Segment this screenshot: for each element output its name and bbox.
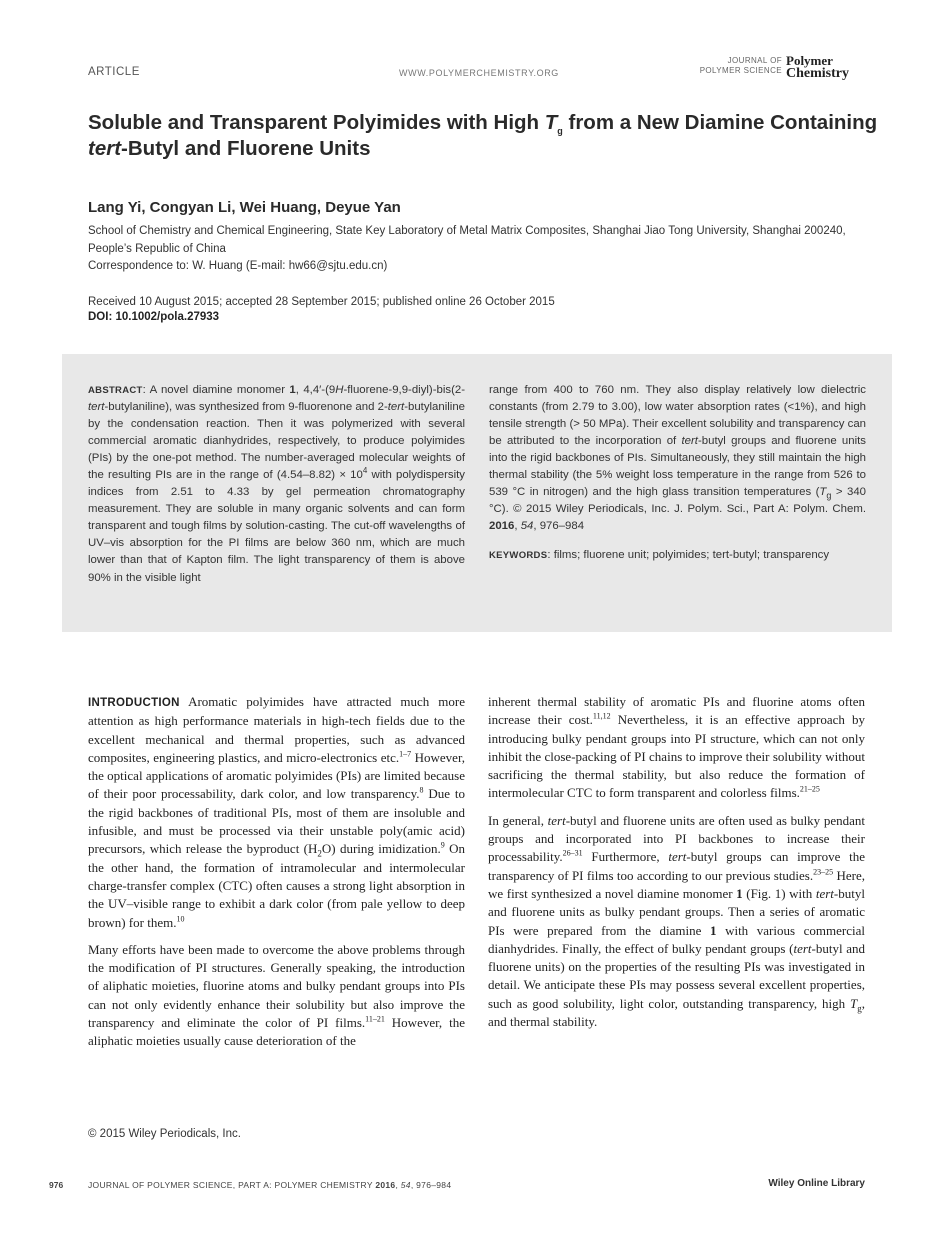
- abstract-text: range from 400 to 760 nm. They also display relatively low dielectric constants (from 2.79 to 3.00), low water absorption rates (<1%), and high tensile strength (> 50 MPa). Their excellent solubility and transparency can be attributed to the incorporation of: [489, 384, 866, 448]
- title-text: from a New Diamine Containing: [562, 111, 878, 134]
- received-dates: Received 10 August 2015; accepted 28 September 2015; published online 26 October 2015: [88, 296, 555, 308]
- citation[interactable]: 11,12: [592, 711, 611, 721]
- footer-pages: , 976–984: [410, 1180, 452, 1190]
- compound-number: 1: [709, 922, 717, 938]
- body-text: Nevertheless, it is an effective approach by introducing bulky pendant groups into PI structure, which can not only inhibit the close-packing of PI chains to improve their solubility without sacrificing the thermal stability, but also reduce the formation of intermolecular CTC to form transparent and colorless films.: [488, 712, 866, 801]
- body-text: , and thermal stability.: [488, 995, 865, 1030]
- citation[interactable]: 26–31: [562, 849, 583, 859]
- body-paragraph: [488, 812, 865, 1032]
- abstract-text: , 4,4′-(9: [295, 384, 336, 396]
- body-text: Furthermore,: [582, 849, 669, 865]
- citation-volume: 54: [520, 520, 534, 533]
- body-text: However, the aliphatic moieties usually cause deterioration of the: [88, 1015, 465, 1049]
- body-text: -butyl and fluorene units) on the properties of the resulting PIs was investigated in detail. We anticipate these PIs may possess several excellent properties, such as good solubility, light color, outstanding transparency, high: [488, 940, 865, 1011]
- body-paragraph: [488, 693, 865, 803]
- citation[interactable]: 8: [419, 786, 424, 796]
- subscript: g: [857, 1003, 862, 1014]
- citation[interactable]: 9: [440, 841, 445, 851]
- abstract-text: -butylaniline), was synthesized from 9-fluorenone and 2-: [104, 401, 388, 414]
- abstract-italic: H: [335, 384, 344, 396]
- section-label: ARTICLE: [88, 66, 140, 78]
- abstract-text: -butyl groups and fluorene units into the rigid backbones of PIs. Simultaneously, they still maintain the high thermal stability (the 5% weight loss temperature in the range from 526 to 539 °C in nitrogen) and the high glass transition temperatures (: [489, 435, 866, 499]
- wiley-online-library-link[interactable]: Wiley Online Library: [768, 1178, 865, 1189]
- body-text: -butyl groups can improve the transparency of PI films too according to our previous studies.: [488, 849, 866, 883]
- affiliation-block: [88, 223, 868, 276]
- abstract-text: > 340 °C). © 2015 Wiley Periodicals, Inc. J. Polym. Sci., Part A: Polym. Chem.: [489, 486, 866, 516]
- abstract-text: -fluorene-9,9-diyl)-bis(2-: [343, 384, 465, 396]
- footer-year: 2016: [375, 1180, 396, 1190]
- abstract-text: , 976–984: [533, 520, 585, 533]
- intro-heading: INTRODUCTION: [88, 697, 180, 709]
- title-tg-subscript: g: [557, 126, 563, 137]
- body-text: inherent thermal stability of aromatic PIs and fluorine atoms often increase their cost.: [488, 694, 865, 728]
- citation[interactable]: 10: [176, 914, 185, 924]
- body-paragraph: [88, 941, 465, 1051]
- journal-of-text: JOURNAL OF: [727, 56, 782, 65]
- footer-journal: JOURNAL OF POLYMER SCIENCE, PART A: POLYMER CHEMISTRY: [88, 1180, 376, 1190]
- citation[interactable]: 21–25: [799, 785, 820, 795]
- body-text: Due to the rigid backbones of traditional PIs, most of them are insoluble and infusible, and must be processed via their unstable poly(amic acid) precursors, which release the byproduct (H: [88, 786, 466, 857]
- correspondence: Correspondence to: W. Huang (E-mail: hw66@sjtu.edu.cn): [88, 260, 388, 272]
- abstract-text: : A novel diamine monomer: [142, 384, 290, 396]
- footer-citation: JOURNAL OF POLYMER SCIENCE, PART A: POLYMER CHEMISTRY 2016, 54, 976–984: [88, 1180, 452, 1190]
- italic-text: tert: [793, 940, 812, 956]
- keywords-text: : films; fluorene unit; polyimides; tert-butyl; transparency: [547, 549, 830, 562]
- intro-paragraph: [88, 693, 465, 932]
- abstract-superscript: 4: [362, 466, 368, 476]
- polymer-science-text: POLYMER SCIENCE: [699, 66, 782, 75]
- author-list: Lang Yi, Congyan Li, Wei Huang, Deyue Yan: [88, 199, 401, 216]
- abstract-text: -butylaniline by the condensation reaction. Then it was polymerized with several commercial aromatic dianhydrides, respectively, to produce polyimides (PIs) by the one-pot method. The number-averaged molecular weights of the resulting PIs are in the range of (4.54–8.82) × 10: [88, 401, 465, 482]
- title-tg-symbol: T: [544, 111, 558, 134]
- italic-text: tert: [668, 849, 687, 865]
- title-text: -Butyl and Fluorene Units: [121, 137, 371, 160]
- abstract-continued: range from 400 to 760 nm. They also display relatively low dielectric constants (from 2.79 to 3.00), low water absorption rates (<1%), and high tensile strength (> 50 MPa). Their excellent solubility and transparency can be attributed to the incorporation of tert-butyl groups and fluorene units into the rigid backbones of PIs. Simultaneously, they still maintain the high thermal stability (the 5% weight loss temperature in the range from 526 to 539 °C in nitrogen) and the high glass transition temperatures ($T_g > 340$ °C). © 2015 Wiley Periodicals, Inc. J. Polym. Sci., Part A: Polym. Chem. 2016, 54, 976–984: [489, 384, 866, 533]
- logo-line-1: Polymer: [786, 53, 833, 68]
- body-text: (Fig. 1) with: [742, 885, 816, 901]
- title-tert-italic: tert: [88, 137, 122, 160]
- keywords-label: KEYWORDS: [489, 550, 548, 562]
- body-text: O) during imidization.: [321, 841, 441, 857]
- footer-volume: 54: [400, 1180, 411, 1190]
- doi[interactable]: DOI: 10.1002/pola.27933: [88, 311, 220, 323]
- body-column-right: [488, 693, 865, 1040]
- abstract-label: ABSTRACT: [88, 385, 143, 396]
- body-text: -butyl and fluorene units as bulky pendant groups. Then a series of aromatic PIs were prepared from the diamine: [488, 885, 865, 938]
- citation[interactable]: 1–7: [399, 749, 412, 759]
- journal-label: [690, 56, 782, 76]
- abstract-box: [62, 354, 892, 632]
- body-text: Many efforts have been made to overcome the above problems through the modification of PI structures. Generally speaking, the introduction of aliphatic moieties, fluorine atoms and bulky pendant groups into PIs can not only evidently enhance their solubility but also improve the transparency and eliminate the color of PI films.: [88, 941, 465, 1031]
- compound-number: 1: [289, 384, 296, 396]
- body-text: However, the optical applications of aromatic polyimides (PIs) are limited because of their poor processability, dark color, and low transparency.: [88, 749, 466, 802]
- italic-text: tert: [815, 885, 834, 901]
- abstract-italic: tert: [88, 401, 105, 414]
- page-number: 976: [49, 1180, 64, 1190]
- citation[interactable]: 23–25: [813, 867, 834, 877]
- abstract-text: with polydispersity indices from 2.51 to 4.33 by gel permeation chromatography measurement. They are soluble in many organic solvents and can form transparent and tough films by solution-casting. The cut-off wavelengths of UV–vis absorption for the PI films are below 360 nm, which are much lower than that of Kapton film. The light transparency of them is above 90% in the visible light: [88, 469, 466, 584]
- article-title: [88, 110, 878, 162]
- abstract-column-left: [88, 382, 465, 587]
- compound-number: 1: [736, 885, 743, 901]
- abstract-italic: T: [819, 486, 827, 499]
- body-column-left: [88, 693, 465, 1060]
- italic-text: tert: [547, 812, 566, 828]
- body-text: In general,: [488, 812, 548, 828]
- citation[interactable]: 11–21: [365, 1014, 385, 1024]
- affiliation: School of Chemistry and Chemical Engineering, State Key Laboratory of Metal Matrix Composites, Shanghai Jiao Tong University, Shanghai 200240, People’s Republic of China: [88, 225, 846, 255]
- body-text: -butyl and fluorene units are often used as bulky pendant groups and incorporated into PI backbones to increase their processability.: [488, 812, 865, 865]
- abstract-italic: tert: [681, 435, 698, 448]
- abstract-subscript: g: [826, 490, 832, 501]
- italic-text: T: [850, 995, 858, 1011]
- keywords: [489, 547, 866, 564]
- subscript: 2: [317, 848, 322, 859]
- citation-year: 2016: [489, 520, 515, 533]
- copyright-note: © 2015 Wiley Periodicals, Inc.: [88, 1128, 241, 1140]
- title-text: Soluble and Transparent Polyimides with High: [88, 111, 545, 134]
- logo-line-2: Chemistry: [786, 66, 849, 81]
- abstract-italic: tert: [387, 401, 405, 414]
- body-text: On the other hand, the formation of intramolecular and intermolecular charge-transfer complex (CTC) often causes a strong light absorption in the UV–visible range to exhibit a dark color (from pale yellow to deep brown) for them.: [88, 841, 466, 930]
- journal-logo: [786, 54, 849, 80]
- abstract-column-right: [489, 382, 866, 564]
- body-text: Here, we first synthesized a novel diamine monomer: [488, 867, 865, 901]
- website-link[interactable]: WWW.POLYMERCHEMISTRY.ORG: [399, 68, 559, 78]
- body-text: Aromatic polyimides have attracted much more attention as high performance materials in high-tech fields due to the excellent mechanical and thermal properties, such as advanced composites, engineering plastics, and micro-electronics etc.: [88, 694, 465, 765]
- body-text: with various commercial dianhydrides. Finally, the effect of bulky pendant groups (: [488, 922, 865, 956]
